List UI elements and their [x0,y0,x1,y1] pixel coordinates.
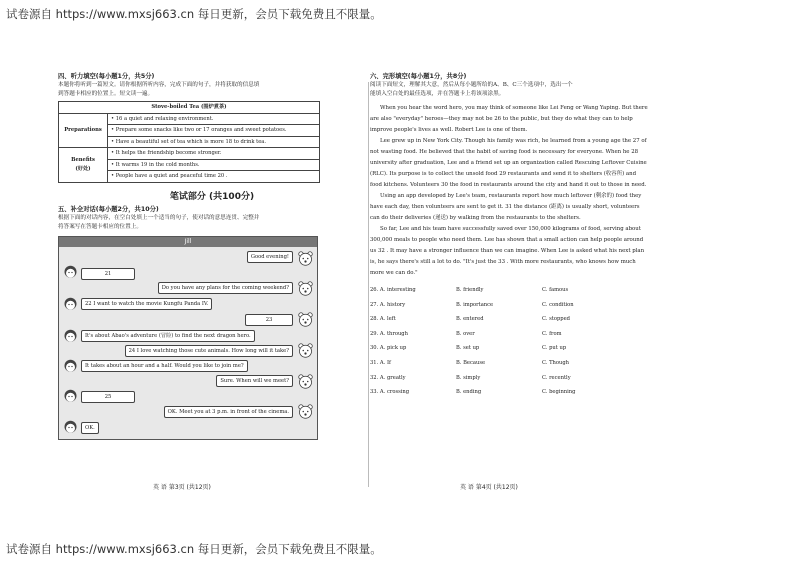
bear-avatar-icon [298,281,313,296]
option: B. Because [456,359,486,366]
option: C. put up [542,345,567,352]
option: C. Though [542,359,570,366]
benefit-row-2: • It warms 19 in the cold months. [108,159,320,171]
chat-message: 21 [81,268,135,280]
chat-header: Jill [59,237,317,247]
benefits-label [59,148,108,183]
option: B. over [456,330,475,337]
cloze-paragraph-1: When you hear the word hero, you may think of someone like Lei Feng or Wang Yaping. But there are also "everyday" heroes—they may not be 26 to the public, but they do what they can to help improve people's lives as well. Robert Lee is one of them. [370,105,648,133]
girl-avatar-icon [63,420,78,435]
bear-avatar-icon [298,404,313,419]
table-title: Stove-boiled Tea (围炉煮茶) [59,102,320,114]
source-banner-top: 试卷源自 https://www.mxsj663.cn 每日更新，会员下载免费且不限量。 [6,7,382,21]
girl-avatar-icon [63,329,78,344]
exam-page-4 [370,72,648,492]
written-part-title: 笔试部分 (共100分) [169,191,255,202]
option: C. condition [542,301,574,308]
section4-instruction-2: 到答题卡相应的位置上。短文读一遍。 [58,91,154,97]
bear-avatar-icon [298,251,313,266]
section5-instruction-2: 将答案写在答题卡相应的位置上。 [58,223,142,230]
girl-avatar-icon [63,265,78,280]
cloze-options [370,283,648,400]
section5-title: 五、补全对话(每小题2分，共10分) [58,205,159,213]
prep-row-2: • Prepare some snacks like two or 17 oranges and sweet potatoes. [108,125,320,137]
option: B. set up [456,345,480,352]
chat-message: 23 [245,314,293,326]
section5-instruction-1: 根据下面的对话内容，在空白处填上一个适当的句子，使对话的意思连贯、完整并 [58,214,260,221]
benefit-row-3: • People have a quiet and peaceful time 20 . [108,171,320,183]
option: 29. A. through [370,330,408,337]
cloze-paragraph-4: So far, Lee and his team have successfully saved over 150,000 kilograms of food, serving about 300,000 meals to people who need them. Lee has shown that a small action can help people around us 32 . It may have a stronger influence than we can imagine. When Lee is asked what his next plan is, he says there's still a lot to do. "It's just the 33 . With more restaurants, who knows how much more we can do." [370,226,645,276]
option: C. recently [542,374,571,381]
cloze-paragraph-3: Using an app developed by Lee's team, restaurants report how much leftover (剩余的) food they have each day, then volunteers are sent to get it. 31 the distance (距离) is usually short, volunteers can do their deliveries (递送) by walking from the restaurants to the shelters. [370,193,642,221]
option: B. entered [456,316,484,323]
bear-avatar-icon [298,374,313,389]
option: B. importance [456,301,494,308]
chat-message: 24 I love watching those cute animals. How long will it take? [125,345,293,357]
option: B. friendly [456,287,484,293]
option: 33. A. crossing [370,389,410,396]
option: 32. A. greatly [370,374,406,381]
chat-message: 22 I want to watch the movie Kungfu Panda IV. [81,298,212,310]
benefits-label-sub: (好处) [75,165,91,172]
chat-message: OK. [81,422,99,434]
option: C. stopped [542,316,570,323]
option: 31. A. If [370,359,391,366]
source-banner-bottom: 试卷源自 https://www.mxsj663.cn 每日更新，会员下载免费且不限量。 [6,542,382,556]
chat-window [58,236,318,440]
chat-message: It takes about an hour and a half. Would you like to join me? [81,360,248,372]
stove-boiled-tea-table [58,101,320,183]
chat-message: Do you have any plans for the coming weekend? [158,282,293,294]
girl-avatar-icon [63,297,78,312]
option: 26. A. interesting [370,287,416,293]
chat-message: It's about Abao's adventure (冒险) to find the next dragon hero. [81,330,255,342]
option: B. ending [456,389,482,396]
option: 27. A. history [370,301,406,308]
option: C. beginning [542,389,576,396]
benefits-label-text: Benefits [71,157,95,164]
girl-avatar-icon [63,389,78,404]
section6-instruction-2: 能填入空白处的最佳选项，并在答题卡上将该项涂黑。 [370,91,505,97]
section4-instruction-1: 本题你将听到一篇短文。请你根据所听内容，完成下面的句子，并将获取的信息填 [58,82,260,88]
preparations-label: Preparations [59,113,108,148]
prep-row-3: • Have a beautiful set of tea which is more 18 to drink tea. [108,136,320,148]
prep-row-1: • 16 a quiet and relaxing environment. [108,113,320,125]
option: B. simply [456,374,481,381]
page-footer-4: 英 语 第4页 (共12页) [460,484,518,491]
bear-avatar-icon [298,343,313,358]
option: 28. A. left [370,316,396,323]
benefit-row-1: • It helps the friendship become stronger. [108,148,320,160]
section6-instruction-1: 阅读下面短文，理解其大意，然后从每小题所给的A、B、C三个选项中，选出一个 [370,82,573,88]
section6-title: 六、完形填空(每小题1分，共8分) [370,73,467,80]
option: C. from [542,330,562,337]
page-divider [368,82,369,487]
girl-avatar-icon [63,359,78,374]
chat-message: 25 [81,391,135,403]
option: C. famous [542,287,569,293]
chat-message: Sure. When will we meet? [216,375,293,387]
page-footer-3: 英 语 第3页 (共12页) [153,484,211,491]
chat-message: OK. Meet you at 3 p.m. in front of the cinema. [164,406,293,418]
option: 30. A. pick up [370,345,407,352]
chat-message: Good evening! [247,251,293,263]
cloze-paragraph-2: Lee grew up in New York City. Though his family was rich, he learned from a young age the 27 of not wasting food. He believed that the habit of saving food is necessary for everyone. When he 28 university after graduation, Lee and a friend set up an organization called Rescuing Leftover Cuisine (RLC). Its purpose is to collect the unsold food 29 restaurants and send it to shelters (收容所) and food kitchens. Volunteers 30 the food in restaurants around the city and hand it out to those in need. [370,138,647,188]
exam-page-3 [58,72,366,492]
section4-title: 四、听力填空(每小题1分，共5分) [58,73,155,80]
bear-avatar-icon [298,312,313,327]
